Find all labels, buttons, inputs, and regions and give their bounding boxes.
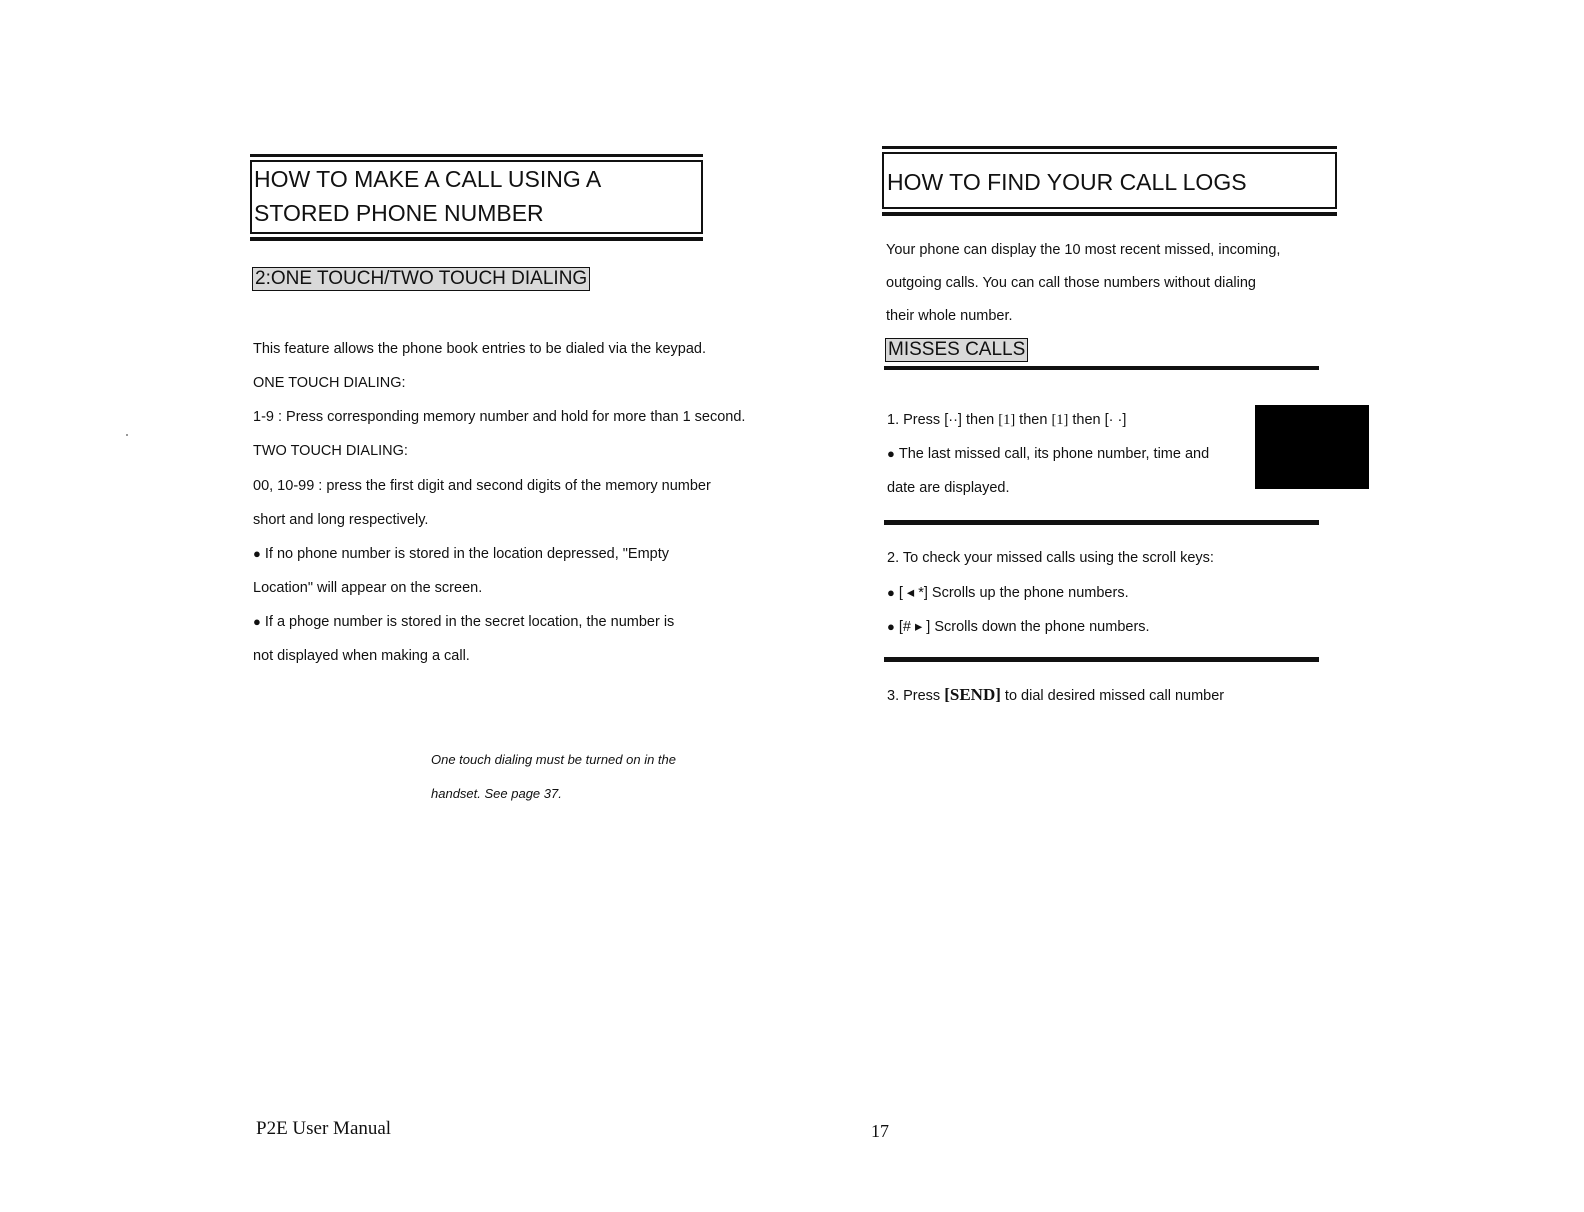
left-intro: This feature allows the phone book entries to be dialed via the keypad.: [253, 341, 707, 357]
note-line-2: handset. See page 37.: [431, 786, 562, 801]
note-line-1: One touch dialing must be turned on in the: [431, 752, 676, 767]
right-title-box: [882, 152, 1337, 209]
left-title-line2: STORED PHONE NUMBER: [254, 200, 544, 226]
right-title-top-rule: [882, 146, 1337, 149]
step-1-key-1: ··: [948, 412, 958, 428]
step-1: [887, 411, 1126, 429]
step-1-prefix: 1. Press [: [887, 412, 949, 428]
bullet-icon: ●: [253, 546, 261, 561]
step-2: 2. To check your missed calls using the scroll keys:: [887, 550, 1214, 566]
missed-calls-rule: [884, 366, 1319, 370]
left-bullet-1-line1: [253, 545, 669, 563]
step-1-key-4: · ·: [1108, 412, 1123, 428]
step-2-bullet-2-text: [# ▸ ] Scrolls down the phone numbers.: [898, 619, 1150, 635]
right-intro-3: their whole number.: [886, 308, 1013, 324]
right-subheading: MISSES CALLS: [885, 338, 1028, 362]
right-intro-2: outgoing calls. You can call those numbers without dialing: [886, 275, 1256, 291]
one-touch-heading: ONE TOUCH DIALING:: [253, 375, 406, 391]
left-title-top-rule: [250, 154, 703, 157]
bullet-icon: ●: [887, 619, 895, 634]
step-1-end: ]: [1122, 412, 1127, 428]
two-touch-text-1: 00, 10-99 : press the first digit and second digits of the memory number: [253, 478, 711, 494]
left-title-line1: HOW TO MAKE A CALL USING A: [254, 166, 602, 192]
right-intro-1: Your phone can display the 10 most recent missed, incoming,: [886, 242, 1281, 258]
step-1-key-2: [1]: [998, 412, 1016, 428]
footer-page-number: 17: [871, 1121, 889, 1141]
step-2-bullet-1-text: [ ◂ *] Scrolls up the phone numbers.: [898, 585, 1129, 601]
bullet-icon: ●: [887, 446, 895, 461]
step-3-suffix: to dial desired missed call number: [1000, 688, 1225, 704]
step-1-key-3: [1]: [1051, 412, 1069, 428]
step-3-prefix: 3. Press: [887, 688, 945, 704]
bullet-icon: ●: [253, 614, 261, 629]
step-2-bullet-1: [887, 584, 1129, 602]
step-1-bullet-text: The last missed call, its phone number, time and: [898, 446, 1210, 462]
step-1-bullet-line2: date are displayed.: [887, 480, 1010, 496]
step-2-bullet-2: [887, 618, 1150, 636]
left-bullet-1-line2: Location" will appear on the screen.: [253, 580, 483, 596]
phone-screen-image: [1255, 405, 1369, 489]
step-1-then-2: then: [1015, 412, 1052, 428]
bullet-icon: ●: [887, 585, 895, 600]
footer-manual: P2E User Manual: [256, 1118, 392, 1139]
send-key: [SEND]: [944, 685, 1001, 704]
one-touch-text: 1-9 : Press corresponding memory number and hold for more than 1 second.: [253, 409, 746, 425]
left-bullet-2-text: If a phoge number is stored in the secret location, the number is: [264, 614, 675, 630]
step-3: [887, 686, 1224, 705]
step-1-bullet-line1: [887, 445, 1209, 463]
step-1-then-1: ] then: [957, 412, 999, 428]
two-touch-text-2: short and long respectively.: [253, 512, 429, 528]
step-2-rule: [884, 657, 1319, 662]
left-title-bottom-rule: [250, 237, 703, 241]
left-title-box: [250, 160, 703, 234]
right-title-bottom-rule: [882, 212, 1337, 216]
two-touch-heading: TWO TOUCH DIALING:: [253, 443, 408, 459]
scan-speck: [126, 434, 128, 436]
right-title: HOW TO FIND YOUR CALL LOGS: [887, 169, 1247, 195]
left-bullet-2-line1: [253, 613, 674, 631]
left-bullet-1-text: If no phone number is stored in the location depressed, "Empty: [264, 546, 669, 562]
step-1-then-3: then [: [1068, 412, 1109, 428]
left-subheading: 2:ONE TOUCH/TWO TOUCH DIALING: [252, 267, 590, 291]
step-1-rule: [884, 520, 1319, 525]
left-bullet-2-line2: not displayed when making a call.: [253, 648, 470, 664]
